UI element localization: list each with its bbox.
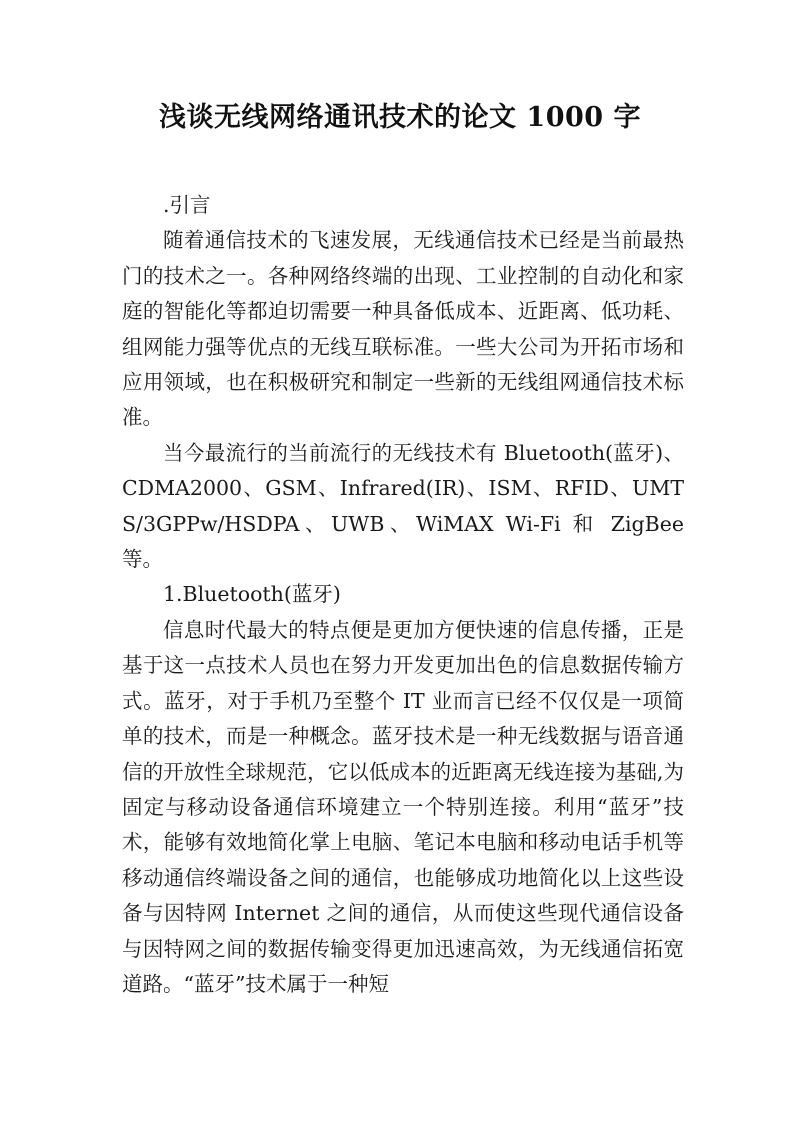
paragraph: 信息时代最大的特点便是更加方便快速的信息传播，正是基于这一点技术人员也在努力开发更加出色的信息数据传输方式。蓝牙，对于手机乃至整个 IT 业而言已经不仅仅是一项简单的技术，而是一种概念。蓝牙技术是一种无线数据与语音通信的开放性全球规范，它以低成本的近距离无线连接为基础,为固定与移动设备通信环境建立一个特别连接。利用“蓝牙”技术，能够有效地简化掌上电脑、笔记本电脑和移动电话手机等移动通信终端设备之间的通信，也能够成功地简化以上这些设备与因特网 Internet 之间的通信，从而使这些现代通信设备与因特网之间的数据传输变得更加迅速高效，为无线通信拓宽道路。“蓝牙”技术属于一种短 (122, 617, 684, 996)
section-heading-introduction: .引言 (163, 193, 211, 217)
document-title: 浅谈无线网络通讯技术的论文 1000 字 (159, 102, 641, 133)
document-body (122, 188, 684, 1002)
paragraph: 当今最流行的当前流行的无线技术有 Bluetooth(蓝牙)、CDMA2000、GSM、Infrared(IR)、ISM、RFID、UMTS/3GPPw/HSDPA、UWB、WiMAX Wi-Fi 和 ZigBee 等。 (122, 440, 684, 572)
paragraph: 随着通信技术的飞速发展，无线通信技术已经是当前最热门的技术之一。各种网络终端的出现、工业控制的自动化和家庭的智能化等都迫切需要一种具备低成本、近距离、低功耗、组网能力强等优点的无线互联标准。一些大公司为开拓市场和应用领域，也在积极研究和制定一些新的无线组网通信技术标准。 (122, 228, 684, 430)
section-heading-bluetooth: 1.Bluetooth(蓝牙) (163, 582, 341, 607)
